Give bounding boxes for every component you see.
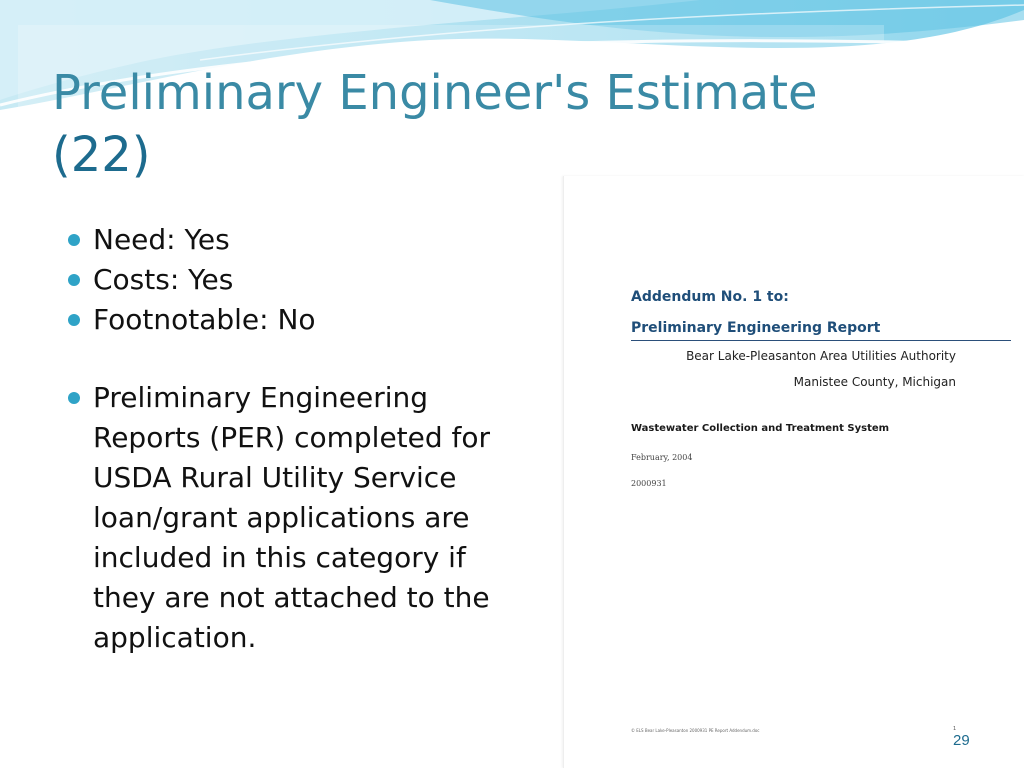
- document-date: February, 2004: [631, 453, 693, 462]
- bullet-text: Costs: Yes: [93, 263, 234, 296]
- bullet-list: [64, 220, 534, 658]
- bullet-item: [64, 260, 534, 300]
- slide-number: 29: [953, 732, 970, 749]
- document-location: Manistee County, Michigan: [793, 375, 956, 389]
- bullet-icon: [68, 314, 80, 326]
- document-footer: © ELS Bear Lake-Pleasanton 2000931 PE Report Addendum.doc: [631, 728, 760, 733]
- slide-title-line2: (22): [52, 127, 151, 183]
- document-organization: Bear Lake-Pleasanton Area Utilities Authority: [686, 349, 956, 363]
- bullet-icon: [68, 274, 80, 286]
- document-divider: [631, 340, 1011, 341]
- bullet-icon: [68, 234, 80, 246]
- bullet-icon: [68, 392, 80, 404]
- document-project-number: 2000931: [631, 479, 667, 488]
- document-image: [563, 176, 1024, 768]
- document-report-title: Preliminary Engineering Report: [631, 320, 881, 336]
- bullet-item: [64, 220, 534, 260]
- slide-title-line1: Preliminary Engineer's Estimate: [52, 65, 818, 121]
- bullet-text: Preliminary Engineering Reports (PER) completed for USDA Rural Utility Service loan/grant applications are included in this category if they are not attached to the application.: [93, 381, 491, 654]
- bullet-text: Need: Yes: [93, 223, 230, 256]
- document-heading: Addendum No. 1 to:: [631, 289, 789, 305]
- document-page-number: 1: [953, 726, 957, 732]
- slide-title: [52, 62, 892, 186]
- bullet-item: [64, 300, 534, 340]
- bullet-item: [64, 378, 534, 658]
- document-subtitle: Wastewater Collection and Treatment System: [631, 423, 890, 434]
- bullet-text: Footnotable: No: [93, 303, 316, 336]
